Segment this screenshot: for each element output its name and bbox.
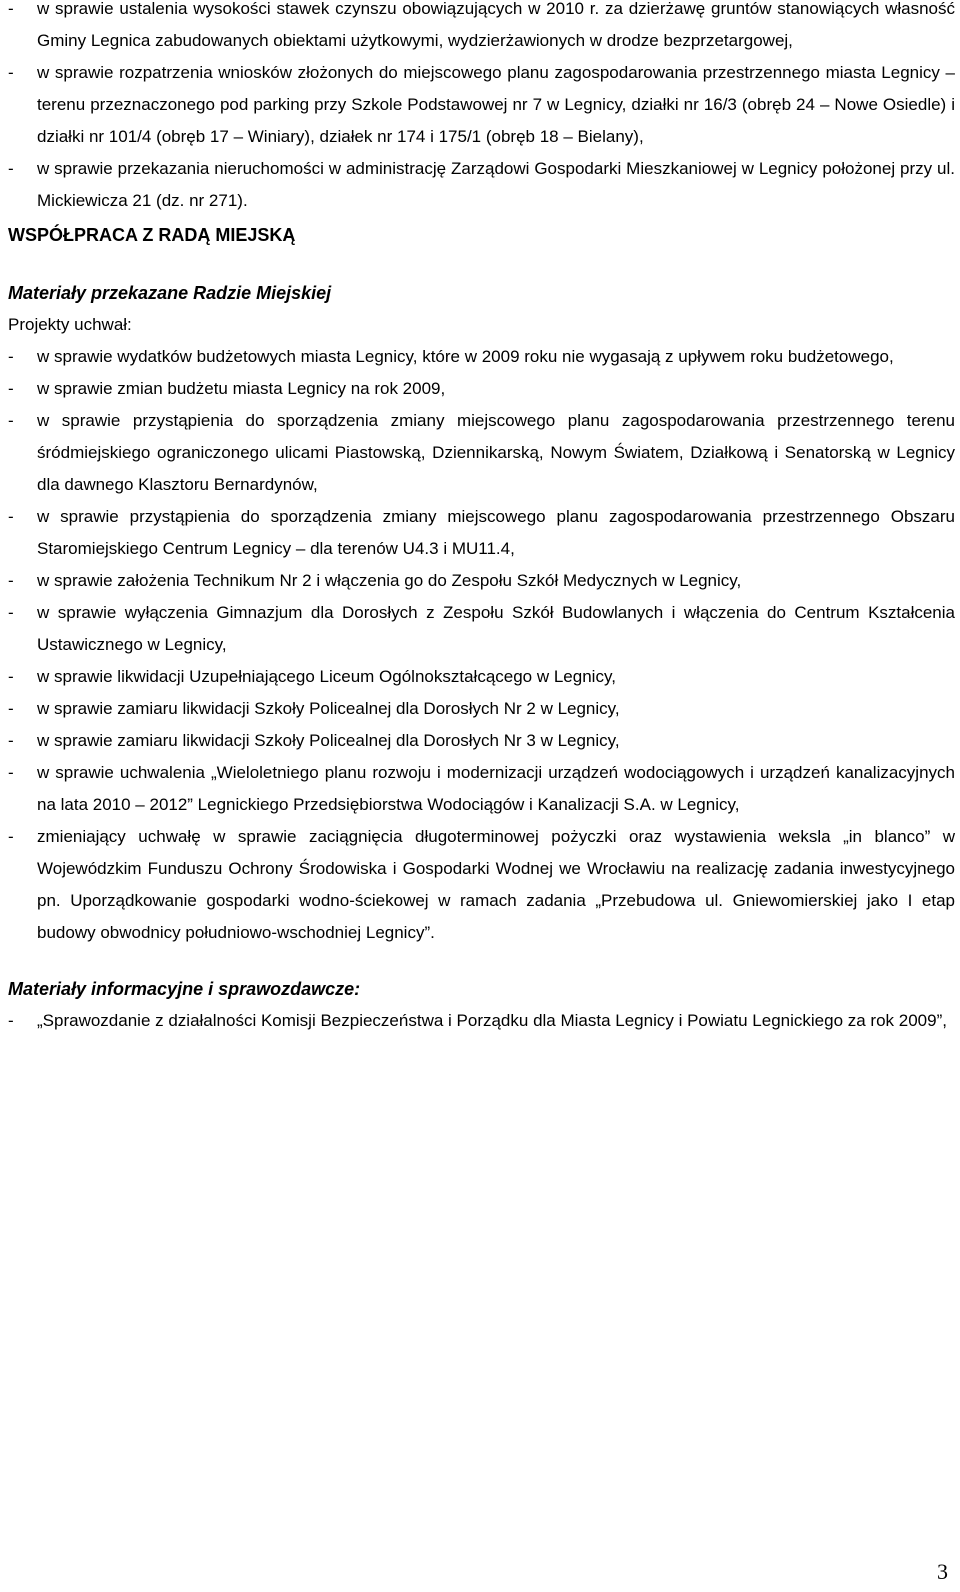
list-bullet: - bbox=[8, 1011, 14, 1030]
list-bullet: - bbox=[8, 667, 14, 686]
list-item-text: w sprawie zamiaru likwidacji Szkoły Policealnej dla Dorosłych Nr 2 w Legnicy, bbox=[37, 699, 620, 718]
list-item bbox=[8, 821, 955, 949]
list-bullet: - bbox=[8, 0, 14, 18]
list-item-text: w sprawie zamiaru likwidacji Szkoły Policealnej dla Dorosłych Nr 3 w Legnicy, bbox=[37, 731, 620, 750]
list-item-text: w sprawie założenia Technikum Nr 2 i włączenia go do Zespołu Szkół Medycznych w Legnicy, bbox=[37, 571, 742, 590]
projects-label: Projekty uchwał: bbox=[8, 315, 132, 334]
list-item bbox=[8, 725, 955, 757]
list-item bbox=[8, 1005, 955, 1037]
list-item-text: w sprawie wyłączenia Gimnazjum dla Dorosłych z Zespołu Szkół Budowlanych i włączenia do Centrum Kształcenia Ustawicznego w Legnicy, bbox=[37, 603, 955, 654]
spacer bbox=[8, 949, 955, 973]
list-bullet: - bbox=[8, 571, 14, 590]
spacer bbox=[8, 251, 955, 277]
list-item-text: w sprawie ustalenia wysokości stawek czynszu obowiązujących w 2010 r. za dzierżawę gruntów stanowiących własność Gminy Legnica zabudowanych obiektami użytkowymi, wydzierżawionych w drodze bezprzetargowej, bbox=[37, 0, 955, 50]
list-item-text: w sprawie rozpatrzenia wniosków złożonych do miejscowego planu zagospodarowania przestrzennego miasta Legnicy – terenu przeznaczonego pod parking przy Szkole Podstawowej nr 7 w Legnicy, działki nr 16/3 (obręb 24 – Nowe Osiedle) i działki nr 101/4 (obręb 17 – Winiary), działek nr 174 i 175/1 (obręb 18 – Bielany), bbox=[37, 63, 955, 146]
list-item-text: w sprawie przekazania nieruchomości w administrację Zarządowi Gospodarki Mieszkaniowej w Legnicy położonej przy ul. Mickiewicza 21 (dz. nr 271). bbox=[37, 159, 955, 210]
list-item-text: w sprawie uchwalenia „Wieloletniego planu rozwoju i modernizacji urządzeń wodociągowych i urządzeń kanalizacyjnych na lata 2010 – 2012” Legnickiego Przedsiębiorstwa Wodociągów i Kanalizacji S.A. w Legnicy, bbox=[37, 763, 955, 814]
materials-heading: Materiały przekazane Radzie Miejskiej bbox=[8, 283, 332, 303]
list-item bbox=[8, 661, 955, 693]
list-item-text: w sprawie zmian budżetu miasta Legnicy na rok 2009, bbox=[37, 379, 446, 398]
list-bullet: - bbox=[8, 827, 14, 846]
list-bullet: - bbox=[8, 603, 14, 622]
list-bullet: - bbox=[8, 699, 14, 718]
list-bullet: - bbox=[8, 763, 14, 782]
list-bullet: - bbox=[8, 63, 14, 82]
list-bullet: - bbox=[8, 379, 14, 398]
list-item bbox=[8, 501, 955, 565]
list-item-text: w sprawie likwidacji Uzupełniającego Liceum Ogólnokształcącego w Legnicy, bbox=[37, 667, 616, 686]
list-item bbox=[8, 565, 955, 597]
info-heading: Materiały informacyjne i sprawozdawcze: bbox=[8, 979, 361, 999]
list-item bbox=[8, 341, 955, 373]
list-bullet: - bbox=[8, 347, 14, 366]
list-item-text: w sprawie przystąpienia do sporządzenia zmiany miejscowego planu zagospodarowania przestrzennego terenu śródmiejskiego ograniczonego ulicami Piastowską, Dziennikarską, Nowym Światem, Działkową i Senatorską w Legnicy dla dawnego Klasztoru Bernardynów, bbox=[37, 411, 955, 494]
list-bullet: - bbox=[8, 731, 14, 750]
list-item bbox=[8, 153, 955, 217]
list-item bbox=[8, 597, 955, 661]
list-item bbox=[8, 405, 955, 501]
list-item-text: „Sprawozdanie z działalności Komisji Bezpieczeństwa i Porządku dla Miasta Legnicy i Powiatu Legnickiego za rok 2009”, bbox=[37, 1011, 947, 1030]
list-item bbox=[8, 57, 955, 153]
list-item-text: w sprawie wydatków budżetowych miasta Legnicy, które w 2009 roku nie wygasają z upływem roku budżetowego, bbox=[37, 347, 894, 366]
list-bullet: - bbox=[8, 159, 14, 178]
section-heading: WSPÓŁPRACA Z RADĄ MIEJSKĄ bbox=[8, 225, 296, 245]
page-number: 3 bbox=[937, 1559, 948, 1584]
top-list bbox=[8, 0, 955, 217]
list-item-text: zmieniający uchwałę w sprawie zaciągnięcia długoterminowej pożyczki oraz wystawienia weksla „in blanco” w Wojewódzkim Funduszu Ochrony Środowiska i Gospodarki Wodnej we Wrocławiu na realizację zadania inwestycyjnego pn. Uporządkowanie gospodarki wodno-ściekowej w ramach zadania „Przebudowa ul. Gniewomierskiej jako I etap budowy obwodnicy południowo-wschodniej Legnicy”. bbox=[37, 827, 955, 942]
list-bullet: - bbox=[8, 411, 14, 430]
list-bullet: - bbox=[8, 507, 14, 526]
list-item bbox=[8, 693, 955, 725]
projects-list bbox=[8, 341, 955, 949]
list-item bbox=[8, 0, 955, 57]
list-item-text: w sprawie przystąpienia do sporządzenia zmiany miejscowego planu zagospodarowania przestrzennego Obszaru Staromiejskiego Centrum Legnicy – dla terenów U4.3 i MU11.4, bbox=[37, 507, 955, 558]
list-item bbox=[8, 757, 955, 821]
list-item bbox=[8, 373, 955, 405]
info-list bbox=[8, 1005, 955, 1037]
